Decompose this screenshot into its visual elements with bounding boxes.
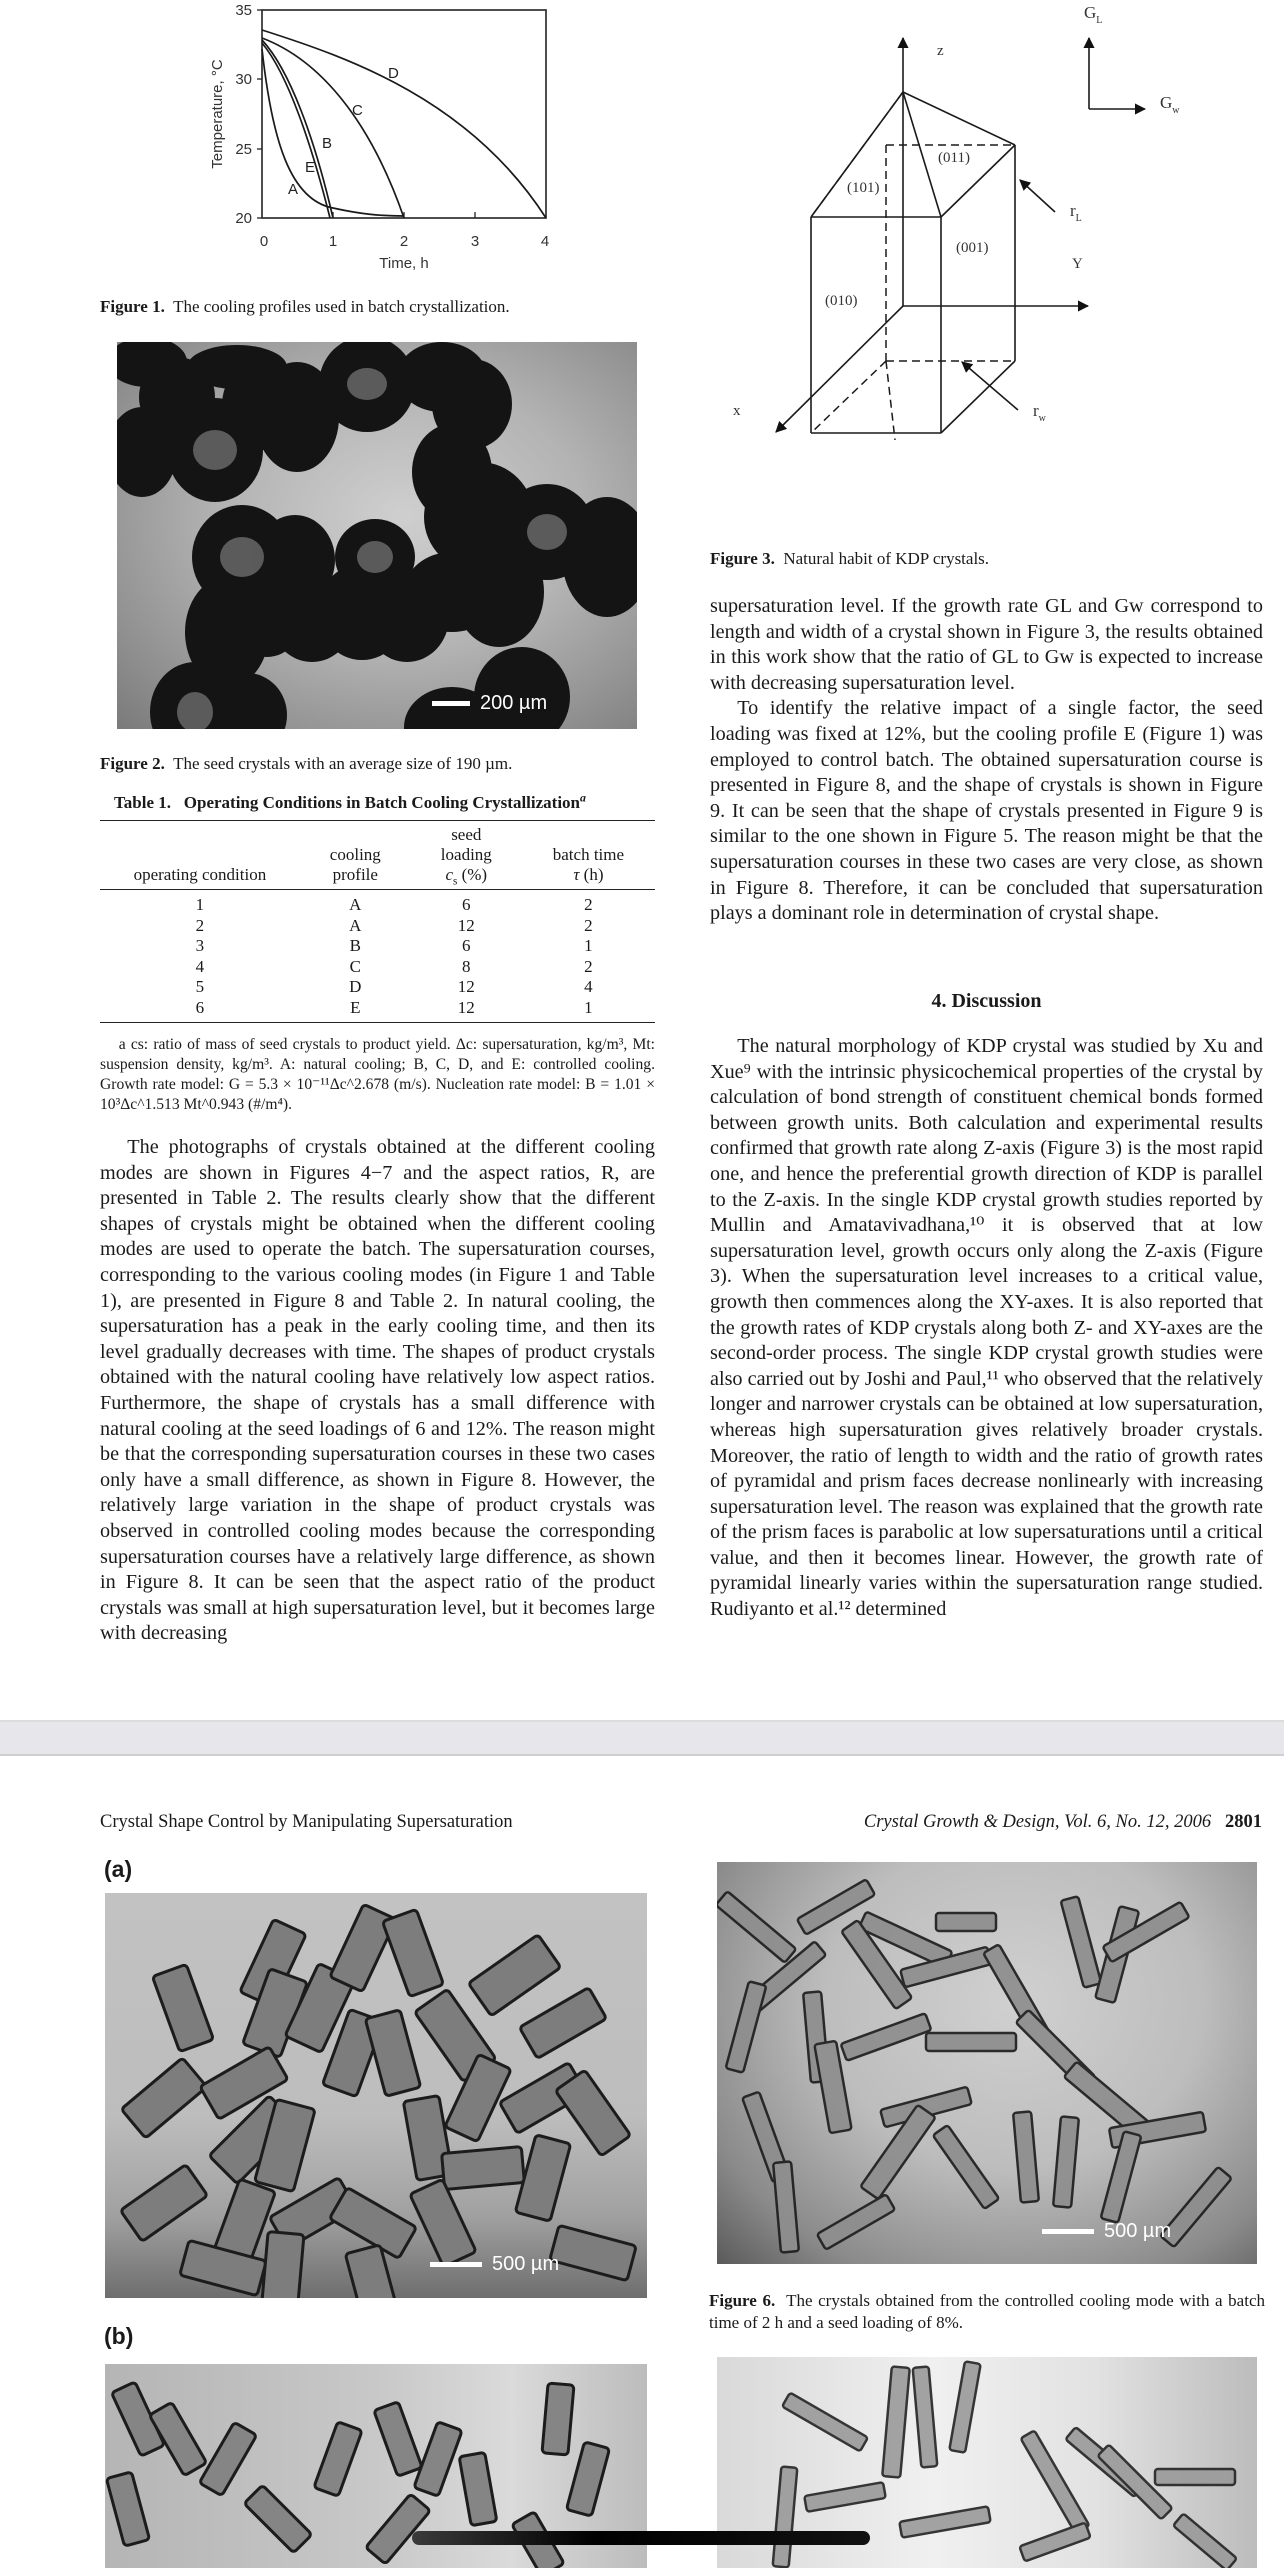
col-header-operating-condition: operating condition [133,865,267,884]
svg-text:rw: $r_w$ [1033,401,1046,424]
body-paragraph: The photographs of crystals obtained at the different cooling modes are shown in Figures 4−7 and the aspect ratios, R, are presented in Table 2. The results clearly show that the different shapes of crystals might be obtained when the different cooling modes are used to operate the batch. The supersaturation courses, corresponding to the various cooling modes (in Figure 1 and Table 1), are presented in Figure 8 and Table 2. In natural cooling, the supersaturation has a peak in the early cooling time, and then its level gradually decreases with time. The shapes of product crystals obtained with the natural cooling have relatively low aspect ratios. Furthermore, the shape of crystals has a small difference with natural cooling at the seed loadings of 6 and 12%. The reason might be that the corresponding supersaturation courses in these two cases only have a small difference, as shown in Figure 8. However, the relatively large variation in the shape of product crystals was observed in controlled cooling modes because the corresponding supersaturation courses have a relatively large difference, as shown in Figure 8. It can be seen that the aspect ratio of the product crystals was small at high supersaturation level, but it becomes large with decreasing [100,1136,655,1645]
discussion-body [710,1034,1263,1623]
seed-loading-unit: $c_s$ (%) [445,865,488,888]
batch-time-unit: τ (h) [573,865,604,884]
col-header-cooling-profile: cooling profile [329,845,381,884]
figure-3-diagram [700,0,1284,440]
svg-text:D: D [388,65,399,82]
svg-text:0: 0 [259,233,269,250]
scale-bar-line [430,2262,482,2267]
table-bottom-rule [100,1022,655,1023]
svg-text:(010): (010) [825,293,858,309]
table-1 [100,820,655,1023]
svg-text:(001): (001) [956,240,989,256]
figure-1-chart [190,0,580,285]
running-head-left: Crystal Shape Control by Manipulating Supersaturation [100,1812,513,1832]
home-indicator-bar[interactable] [412,2531,870,2545]
svg-text:25: 25 [235,141,252,158]
table-row: 3 B 6 1 [195,936,593,956]
running-head-right: Crystal Growth & Design, Vol. 6, No. 12, 2006 2801 [863,1812,1262,1832]
svg-text:Gw: $G_w$ [1160,93,1180,116]
right-column-body [710,594,1263,927]
figure-2-seed-crystals-photo [117,342,637,729]
svg-text:4: 4 [540,233,550,250]
figure-3-caption: Figure 3. Natural habit of KDP crystals. [710,549,990,568]
col-header-seed-loading: seed loading $c_s$ (%) [411,821,522,889]
body-paragraph: To identify the relative impact of a single factor, the seed loading was fixed at 12%, but the cooling profile E (Figure 1) was employed to control batch. The obtained supersaturation course is presented in Figure 8, and the shape of crystals is shown in Figure 9. It can be seen that the shape of crystals presented in Figure 9 is similar to the one shown in Figure 5. The reason might be that the supersaturation courses in these two cases are very close, as shown in Figure 8. Therefore, it can be concluded that supersaturation plays a dominant role in determination of crystal shape. [710,697,1263,925]
svg-text:z: z [937,43,944,59]
svg-text:B: B [322,135,333,152]
figure-6-caption: Figure 6. The crystals obtained from the controlled cooling mode with a batch time of 2 h and a seed loading of 8%. [709,2291,1265,2332]
table-row: 4 C 8 2 [195,956,593,976]
body-paragraph: The natural morphology of KDP crystal was studied by Xu and Xue⁹ with the intrinsic physicochemical properties of the crystal by calculation of bond strength of constituent chemical bonds formed between growth units. Both calculation and experimental results confirmed that growth rate along Z-axis (Figure 3) is the most rapid one, and hence the preferential growth direction of KDP is parallel to the Z-axis. In the single KDP crystal growth studies reported by Mullin and Amatavivadhana,¹⁰ it is observed that at low supersaturation level, growth occurs only along the Z-axis (Figure 3). When the supersaturation level increases to a critical value, growth then commences along the XY-axes. It is also reported that the growth rates of KDP crystals along both Z- and XY-axes are the second-order process. The single KDP crystal growth studies were also carried out by Joshi and Paul,¹¹ who observed that the relatively longer and narrower crystals can be obtained at low supersaturation, whereas high supersaturation gives relatively broader crystals. Moreover, the ratio of length to width and the ratio of growth rates of pyramidal and prism faces decrease nonlinearly with increasing supersaturation level. The reason was explained that the growth rate of the prism faces is parabolic at low supersaturations until a critical value, and then it becomes linear. However, the growth rate of pyramidal linearly varies within the supersaturation range studied. Rudiyanto et al.¹² determined [710,1035,1263,1621]
table-header-row [100,821,655,889]
figure-6-crystals-photo [717,1862,1257,2264]
table-row: 5 D 12 4 [195,977,593,997]
svg-text:35: 35 [235,2,252,19]
svg-text:rL: $r_L$ [1070,201,1082,224]
svg-text:1: 1 [328,233,338,250]
scale-bar-line [1042,2229,1094,2234]
section-heading-discussion: 4. Discussion [931,990,1042,1012]
page-number: 2801 [1225,1812,1262,1832]
panel-b-label: (b) [104,2323,134,2349]
x-axis-label: Time, h [379,255,429,272]
table-row: 1 A 6 2 [195,895,593,914]
svg-text:(011): (011) [938,150,970,166]
svg-text:A: A [288,181,299,198]
figure-2-caption: Figure 2. The seed crystals with an average size of 190 µm. [100,754,513,773]
svg-text:GL: $G_L$ [1084,3,1103,26]
svg-text:3: 3 [470,233,480,250]
col-header-batch-time: batch time τ (h) [522,821,655,889]
svg-text:(101): (101) [847,180,880,196]
table-1-title: Table 1. Operating Conditions in Batch Cooling Crystallization$^a$ [114,790,586,812]
scale-bar: 500 µm [430,2253,559,2276]
table-header-rule [100,889,655,890]
figure-1-caption: Figure 1. The cooling profiles used in batch crystallization. [100,297,510,316]
svg-text:30: 30 [235,71,252,88]
scale-bar: 500 µm [1042,2220,1171,2243]
panel-a-label: (a) [104,1856,133,1882]
y-axis-label: Temperature, °C [209,59,226,169]
figure-5a-crystals-photo [105,1893,647,2298]
svg-text:E: E [305,159,316,176]
svg-text:x: x [733,403,741,419]
svg-text:C: C [352,102,363,119]
scale-bar: 200 µm [432,692,547,715]
kdp-crystal-habit-diagram [700,0,1284,440]
svg-text:Y: Y [1072,256,1083,272]
left-column-body [100,1135,655,1647]
svg-text:20: 20 [235,210,252,227]
scale-bar-line [432,701,470,706]
operating-conditions-table [100,821,655,1019]
page-separator [0,1720,1284,1756]
cooling-profiles-plot [190,0,580,285]
table-row: 6 E 12 1 [195,997,593,1017]
svg-text:2: 2 [399,233,409,250]
table-1-footnote: a cs: ratio of mass of seed crystals to product yield. Δc: supersaturation, kg/m³, Mt: suspension density, kg/m³. A: natural cooling; B, C, D, and E: controlled cooling. Growth rate model: G = 5.3 × 10⁻¹¹Δc^2.678 (m/s). Nucleation rate model: B = 1.01 × 10³Δc^1.513 Mt^0.943 (#/m⁴). [100,1036,655,1113]
body-paragraph: supersaturation level. If the growth rate GL and Gw correspond to length and width of a crystal shown in Figure 3, the results obtained in this work show that the ratio of GL to Gw is expected to increase with decreasing supersaturation level. [710,595,1263,694]
table-row: 2 A 12 2 [195,915,593,935]
